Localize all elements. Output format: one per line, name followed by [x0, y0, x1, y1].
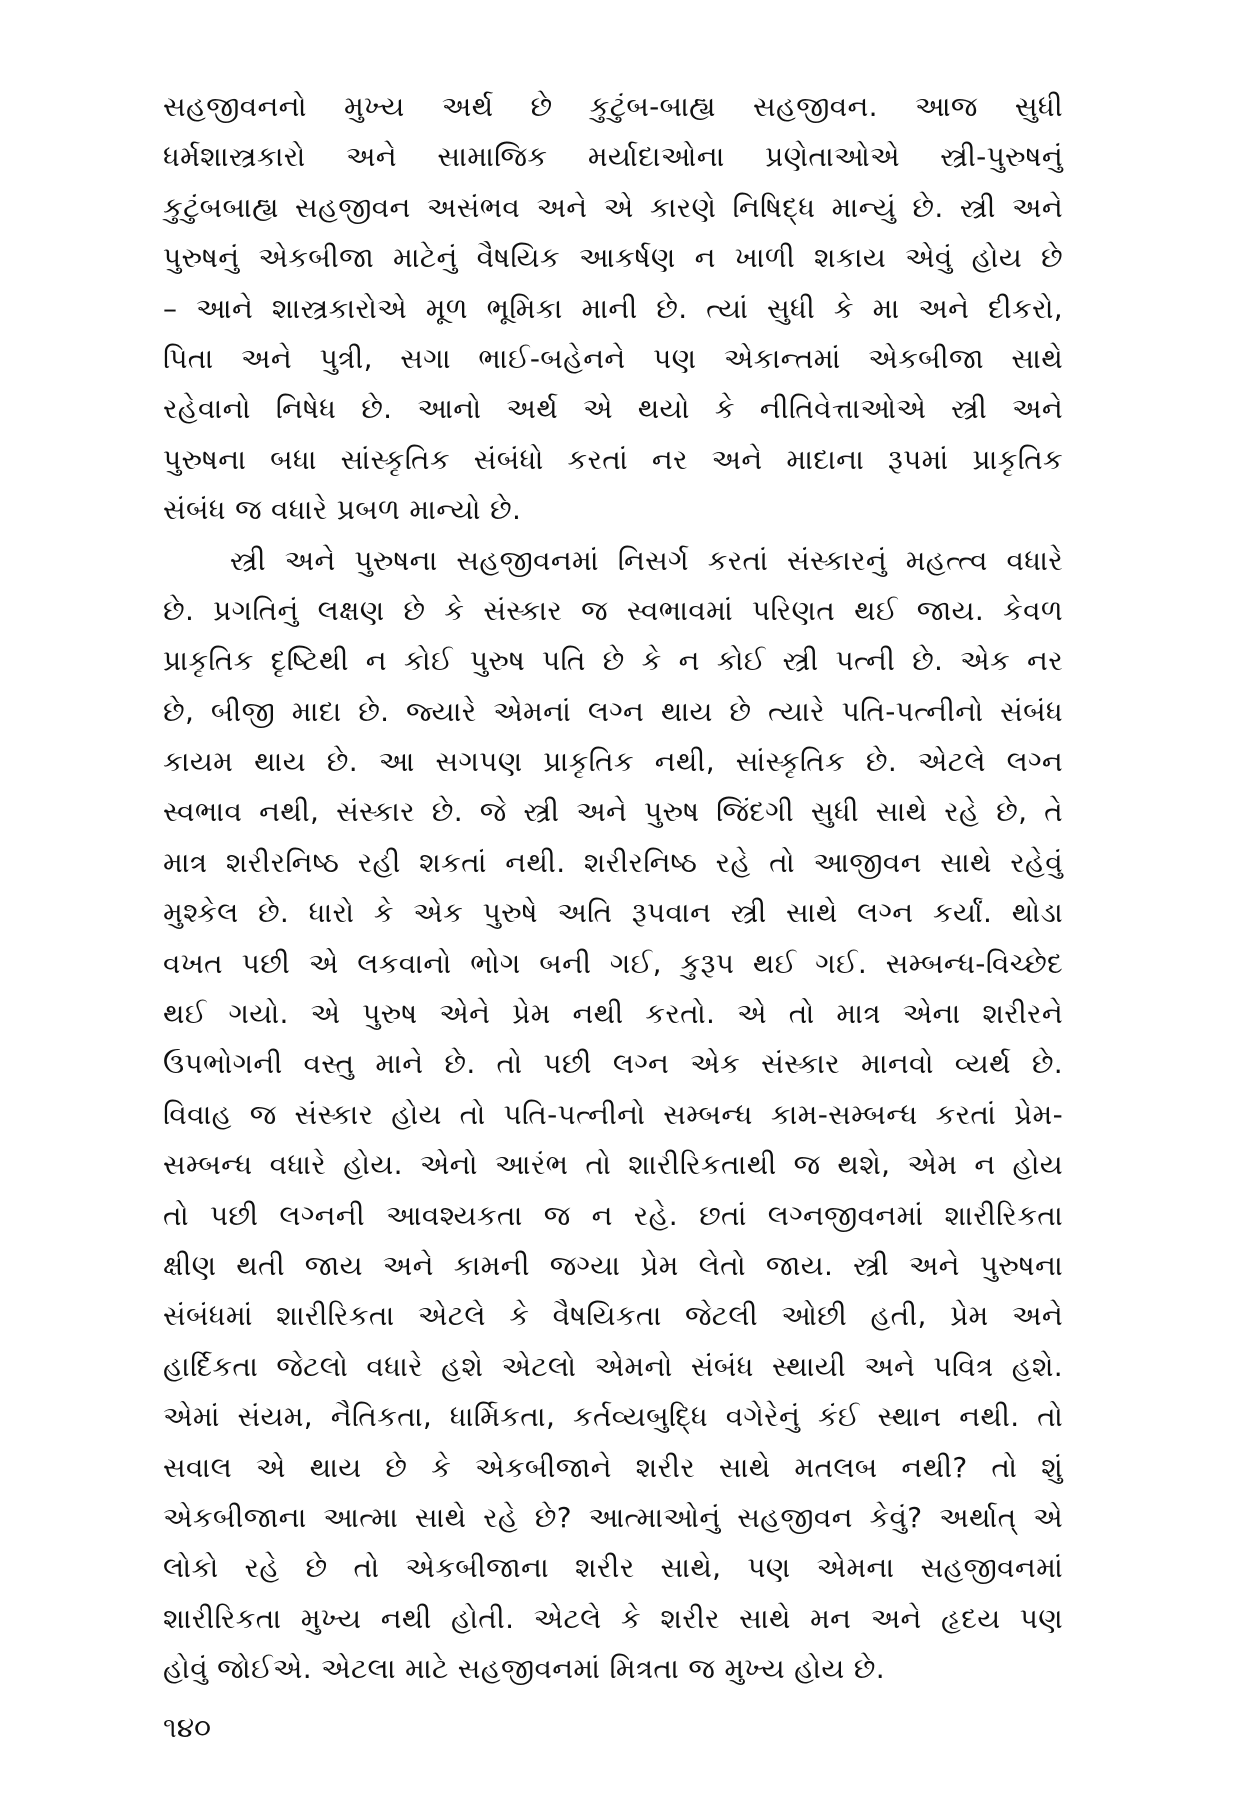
text-line: માત્ર શરીરનિષ્ઠ રહી શકતાં નથી. શરીરનિષ્ઠ રહે તો આજીવન સાથે રહેવું [163, 845, 1063, 879]
text-line: સમ્બન્ધ વધારે હોય. એનો આરંભ તો શારીરિકતાથી જ થશે, એમ ન હોય [163, 1148, 1063, 1182]
text-line: ધર્મશાસ્ત્રકારો અને સામાજિક મર્યાદાઓના પ્રણેતાઓએ સ્ત્રી-પુરુષનું [163, 140, 1063, 174]
text-line: પુરુષનું એકબીજા માટેનું વૈષયિક આકર્ષણ ન ખાળી શકાય એવું હોય છે [163, 241, 1063, 275]
page-number: ૧૪૦ [163, 1711, 211, 1744]
text-line: છે. પ્રગતિનું લક્ષણ છે કે સંસ્કાર જ સ્વભાવમાં પરિણત થઈ જાય. કેવળ [163, 593, 1063, 627]
text-line: કાયમ થાય છે. આ સગપણ પ્રાકૃતિક નથી, સાંસ્કૃતિક છે. એટલે લગ્ન [163, 745, 1063, 779]
text-line: તો પછી લગ્નની આવશ્યકતા જ ન રહે. છતાં લગ્નજીવનમાં શારીરિકતા [163, 1198, 1063, 1232]
text-line: થઈ ગયો. એ પુરુષ એને પ્રેમ નથી કરતો. એ તો માત્ર એના શરીરને [163, 997, 1063, 1031]
text-line: કુટુંબબાહ્ય સહજીવન અસંભવ અને એ કારણે નિષિદ્ધ માન્યું છે. સ્ત્રી અને [163, 190, 1063, 224]
text-line-paragraph-end: હોવું જોઈએ. એટલા માટે સહજીવનમાં મિત્રતા જ મુખ્ય હોય છે. [163, 1652, 885, 1686]
text-line: શારીરિકતા મુખ્ય નથી હોતી. એટલે કે શરીર સાથે મન અને હૃદય પણ [163, 1601, 1063, 1635]
text-line: લોકો રહે છે તો એકબીજાના શરીર સાથે, પણ એમના સહજીવનમાં [163, 1551, 1063, 1585]
body-text [163, 82, 1063, 1695]
text-line: ઉપભોગની વસ્તુ માને છે. તો પછી લગ્ન એક સંસ્કાર માનવો વ્યર્થ છે. [163, 1047, 1063, 1081]
text-line: વિવાહ જ સંસ્કાર હોય તો પતિ-પત્નીનો સમ્બન્ધ કામ-સમ્બન્ધ કરતાં પ્રેમ- [163, 1097, 1063, 1131]
text-line-paragraph-start: સ્ત્રી અને પુરુષના સહજીવનમાં નિસર્ગ કરતાં સંસ્કારનું મહત્ત્વ વધારે [230, 543, 1063, 577]
text-line: વખત પછી એ લકવાનો ભોગ બની ગઈ, કુરૂપ થઈ ગઈ. સમ્બન્ધ-વિચ્છેદ [163, 946, 1063, 980]
text-line: પ્રાકૃતિક દૃષ્ટિથી ન કોઈ પુરુષ પતિ છે કે ન કોઈ સ્ત્રી પત્ની છે. એક નર [163, 644, 1063, 678]
text-line: સ્વભાવ નથી, સંસ્કાર છે. જે સ્ત્રી અને પુરુષ જિંદગી સુધી સાથે રહે છે, તે [163, 795, 1063, 829]
text-line: – આને શાસ્ત્રકારોએ મૂળ ભૂમિકા માની છે. ત્યાં સુધી કે મા અને દીકરો, [163, 291, 1063, 325]
text-line: ક્ષીણ થતી જાય અને કામની જગ્યા પ્રેમ લેતો જાય. સ્ત્રી અને પુરુષના [163, 1248, 1063, 1282]
text-line-paragraph-end: સંબંધ જ વધારે પ્રબળ માન્યો છે. [163, 493, 522, 527]
text-line: સહજીવનનો મુખ્ય અર્થ છે કુટુંબ-બાહ્ય સહજીવન. આજ સુધી [163, 90, 1063, 123]
text-line: એમાં સંયમ, નૈતિકતા, ધાર્મિકતા, કર્તવ્યબુદ્ધિ વગેરેનું કંઈ સ્થાન નથી. તો [163, 1400, 1063, 1434]
text-line: સંબંધમાં શારીરિકતા એટલે કે વૈષયિકતા જેટલી ઓછી હતી, પ્રેમ અને [163, 1299, 1063, 1333]
text-line: એકબીજાના આત્મા સાથે રહે છે? આત્માઓનું સહજીવન કેવું? અર્થાત્ એ [163, 1500, 1063, 1534]
text-line: મુશ્કેલ છે. ધારો કે એક પુરુષે અતિ રૂપવાન સ્ત્રી સાથે લગ્ન કર્યાં. થોડા [163, 896, 1063, 930]
text-line: રહેવાનો નિષેધ છે. આનો અર્થ એ થયો કે નીતિવેત્તાઓએ સ્ત્રી અને [163, 392, 1063, 426]
text-line: છે, બીજી માદા છે. જ્યારે એમનાં લગ્ન થાય છે ત્યારે પતિ-પત્નીનો સંબંધ [163, 694, 1063, 728]
text-line: સવાલ એ થાય છે કે એકબીજાને શરીર સાથે મતલબ નથી? તો શું [163, 1450, 1063, 1484]
text-line: પુરુષના બધા સાંસ્કૃતિક સંબંધો કરતાં નર અને માદાના રૂપમાં પ્રાકૃતિક [163, 442, 1063, 476]
text-line: હાર્દિકતા જેટલો વધારે હશે એટલો એમનો સંબંધ સ્થાયી અને પવિત્ર હશે. [163, 1349, 1063, 1383]
text-line: પિતા અને પુત્રી, સગા ભાઈ-બહેનને પણ એકાન્તમાં એકબીજા સાથે [163, 341, 1063, 375]
